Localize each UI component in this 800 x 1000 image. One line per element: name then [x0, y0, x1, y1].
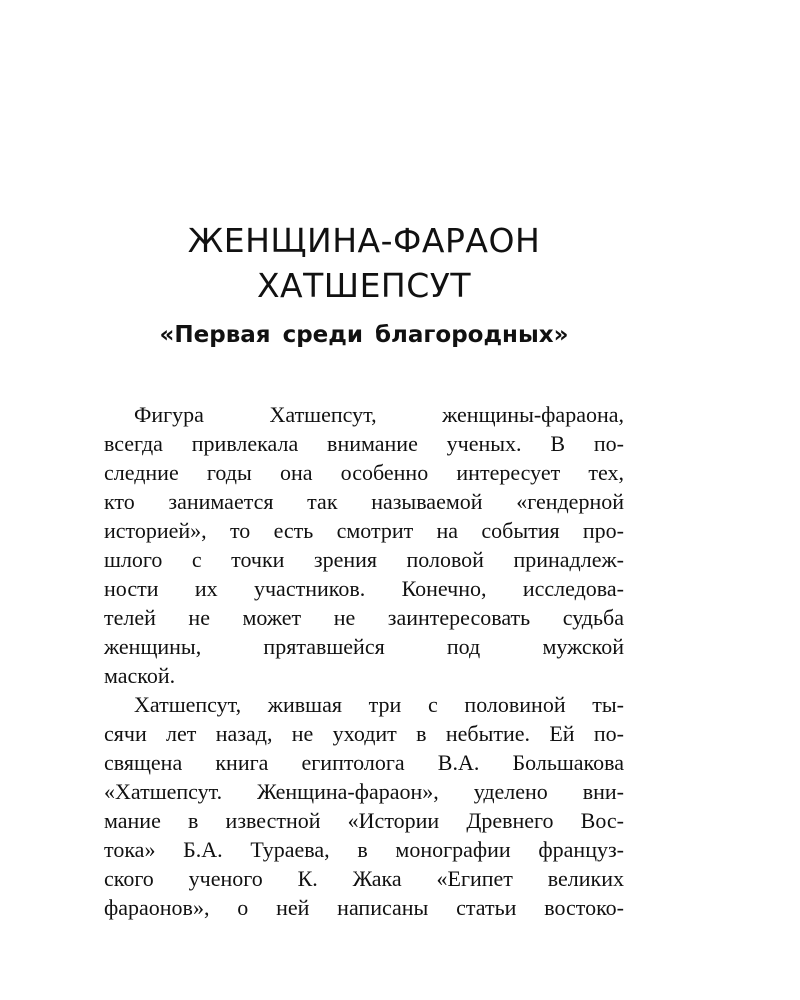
- text-line: Фигура Хатшепсут, женщины-фараона,: [134, 402, 624, 427]
- text-line: «Хатшепсут. Женщина-фараон», уделено вни-: [104, 779, 624, 804]
- chapter-title: [100, 218, 628, 308]
- text-line: мание в известной «Истории Древнего Вос-: [104, 808, 624, 833]
- text-line: Хатшепсут, жившая три с половиной ты-: [134, 692, 624, 717]
- text-line: телей не может не заинтересовать судьба: [104, 605, 624, 630]
- text-line: всегда привлекала внимание ученых. В по-: [104, 431, 624, 456]
- chapter-subtitle: «Первая среди благородных»: [159, 322, 569, 348]
- text-line: маской.: [104, 663, 176, 688]
- paragraph-2: [104, 690, 624, 922]
- text-line: ского ученого К. Жака «Египет великих: [104, 866, 624, 891]
- text-line: тока» Б.А. Тураева, в монографии француз-: [104, 837, 624, 862]
- text-line: историей», то есть смотрит на события про-: [104, 518, 624, 543]
- text-line: женщины, прятавшейся под мужской: [104, 634, 624, 659]
- body-text: [104, 400, 624, 922]
- text-line: ности их участников. Конечно, исследова-: [104, 576, 624, 601]
- chapter-title-line-1: ЖЕНЩИНА-ФАРАОН: [187, 221, 541, 260]
- text-line: священа книга египтолога В.А. Большакова: [104, 750, 624, 775]
- text-line: следние годы она особенно интересует тех,: [104, 460, 624, 485]
- paragraph-1: [104, 400, 624, 690]
- text-line: фараонов», о ней написаны статьи востоко-: [104, 895, 624, 920]
- text-line: шлого с точки зрения половой принадлеж-: [104, 547, 624, 572]
- chapter-title-line-2: ХАТШЕПСУТ: [256, 266, 472, 305]
- text-line: кто занимается так называемой «гендерной: [104, 489, 624, 514]
- text-line: сячи лет назад, не уходит в небытие. Ей по-: [104, 721, 624, 746]
